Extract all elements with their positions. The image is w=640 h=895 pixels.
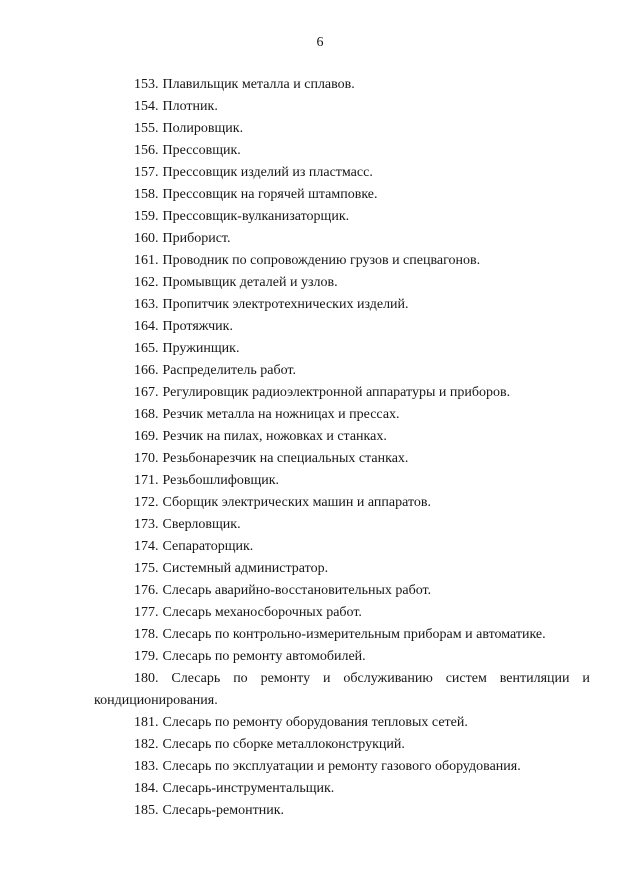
list-item bbox=[94, 121, 590, 143]
list-item bbox=[94, 737, 590, 759]
item-word: обслуживанию bbox=[343, 671, 433, 686]
list-item bbox=[94, 649, 590, 671]
list-item bbox=[94, 187, 590, 209]
item-text: Регулировщик радиоэлектронной аппаратуры и приборов. bbox=[162, 385, 511, 400]
item-number: 165. bbox=[134, 341, 159, 356]
list-item bbox=[94, 627, 590, 649]
item-text: Пружинщик. bbox=[162, 341, 240, 356]
list-item bbox=[94, 77, 590, 99]
item-number: 169. bbox=[134, 429, 159, 444]
item-text: Прессовщик на горячей штамповке. bbox=[162, 187, 378, 202]
list-item bbox=[94, 605, 590, 627]
item-number: 162. bbox=[134, 275, 159, 290]
item-number: 164. bbox=[134, 319, 159, 334]
list-item bbox=[94, 561, 590, 583]
item-word: систем bbox=[445, 671, 487, 686]
item-text: Слесарь по сборке металлоконструкций. bbox=[162, 737, 405, 752]
list-item bbox=[94, 759, 590, 781]
list-item bbox=[94, 253, 590, 275]
item-number: 180. bbox=[134, 671, 159, 686]
item-text: Прессовщик. bbox=[162, 143, 241, 158]
item-text: Слесарь-инструментальщик. bbox=[162, 781, 335, 796]
item-number: 171. bbox=[134, 473, 159, 488]
item-text: Слесарь по ремонту оборудования тепловых сетей. bbox=[162, 715, 468, 730]
item-word: и bbox=[323, 671, 331, 686]
page-number: 6 bbox=[316, 35, 324, 50]
item-number: 173. bbox=[134, 517, 159, 532]
list-item bbox=[94, 429, 590, 451]
list-item bbox=[94, 539, 590, 561]
item-text: Приборист. bbox=[162, 231, 231, 246]
item-number: 153. bbox=[134, 77, 159, 92]
item-text: Слесарь механосборочных работ. bbox=[162, 605, 362, 620]
item-number: 154. bbox=[134, 99, 159, 114]
item-text: Резьбошлифовщик. bbox=[162, 473, 280, 488]
wrapped-item-second-line: кондиционирования. bbox=[94, 693, 218, 708]
list-item bbox=[94, 143, 590, 165]
list-item bbox=[94, 275, 590, 297]
occupation-list bbox=[94, 77, 590, 825]
item-number: 174. bbox=[134, 539, 159, 554]
item-number: 177. bbox=[134, 605, 159, 620]
list-item bbox=[94, 319, 590, 341]
item-text: Слесарь по эксплуатации и ремонту газового оборудования. bbox=[162, 759, 521, 774]
item-text: Пропитчик электротехнических изделий. bbox=[162, 297, 409, 312]
item-text: Слесарь по контрольно-измерительным приборам и автоматике. bbox=[162, 627, 546, 642]
item-text: Распределитель работ. bbox=[162, 363, 296, 378]
list-item bbox=[94, 341, 590, 363]
item-text: Прессовщик-вулканизаторщик. bbox=[162, 209, 350, 224]
item-text: Плавильщик металла и сплавов. bbox=[162, 77, 355, 92]
item-number: 179. bbox=[134, 649, 159, 664]
list-item bbox=[94, 583, 590, 605]
list-item bbox=[94, 495, 590, 517]
item-number: 168. bbox=[134, 407, 159, 422]
item-number: 183. bbox=[134, 759, 159, 774]
item-text: Резьбонарезчик на специальных станках. bbox=[162, 451, 409, 466]
item-word: и bbox=[582, 671, 590, 686]
item-number: 161. bbox=[134, 253, 159, 268]
list-item bbox=[94, 385, 590, 407]
item-text: Системный администратор. bbox=[162, 561, 329, 576]
item-number: 158. bbox=[134, 187, 159, 202]
list-item bbox=[94, 297, 590, 319]
item-number: 184. bbox=[134, 781, 159, 796]
list-item bbox=[94, 231, 590, 253]
item-number: 157. bbox=[134, 165, 159, 180]
item-text: Проводник по сопровождению грузов и спецвагонов. bbox=[162, 253, 481, 268]
item-text: Плотник. bbox=[162, 99, 218, 114]
list-item bbox=[94, 99, 590, 121]
item-number: 181. bbox=[134, 715, 159, 730]
item-number: 172. bbox=[134, 495, 159, 510]
item-text: Промывщик деталей и узлов. bbox=[162, 275, 338, 290]
list-item bbox=[94, 363, 590, 385]
list-item bbox=[94, 165, 590, 187]
wrapped-item-first-line bbox=[94, 671, 590, 693]
list-item bbox=[94, 803, 590, 825]
item-text: Слесарь аварийно-восстановительных работ. bbox=[162, 583, 432, 598]
item-number: 185. bbox=[134, 803, 159, 818]
item-text: Сборщик электрических машин и аппаратов. bbox=[162, 495, 432, 510]
list-item bbox=[94, 781, 590, 803]
list-item-wrapped bbox=[94, 671, 590, 715]
item-number: 166. bbox=[134, 363, 159, 378]
item-number: 160. bbox=[134, 231, 159, 246]
item-number: 159. bbox=[134, 209, 159, 224]
item-text: Протяжчик. bbox=[162, 319, 233, 334]
item-number: 175. bbox=[134, 561, 159, 576]
item-number: 155. bbox=[134, 121, 159, 136]
list-item bbox=[94, 473, 590, 495]
list-item bbox=[94, 209, 590, 231]
item-word: ремонту bbox=[260, 671, 311, 686]
list-item bbox=[94, 517, 590, 539]
item-number: 156. bbox=[134, 143, 159, 158]
item-text: Прессовщик изделий из пластмасс. bbox=[162, 165, 373, 180]
item-number: 182. bbox=[134, 737, 159, 752]
item-text: Слесарь по ремонту автомобилей. bbox=[162, 649, 366, 664]
item-number: 178. bbox=[134, 627, 159, 642]
list-item bbox=[94, 715, 590, 737]
item-text: Сверловщик. bbox=[162, 517, 241, 532]
list-item bbox=[94, 407, 590, 429]
item-number: 170. bbox=[134, 451, 159, 466]
item-word: Слесарь bbox=[171, 671, 221, 686]
item-text: Резчик на пилах, ножовках и станках. bbox=[162, 429, 387, 444]
list-item bbox=[94, 451, 590, 473]
item-text: Слесарь-ремонтник. bbox=[162, 803, 285, 818]
item-number: 176. bbox=[134, 583, 159, 598]
item-word: по bbox=[233, 671, 248, 686]
item-number: 167. bbox=[134, 385, 159, 400]
item-text: Полировщик. bbox=[162, 121, 244, 136]
item-number: 163. bbox=[134, 297, 159, 312]
item-text: Сепараторщик. bbox=[162, 539, 254, 554]
item-text: Резчик металла на ножницах и прессах. bbox=[162, 407, 400, 422]
item-word: вентиляции bbox=[499, 671, 570, 686]
